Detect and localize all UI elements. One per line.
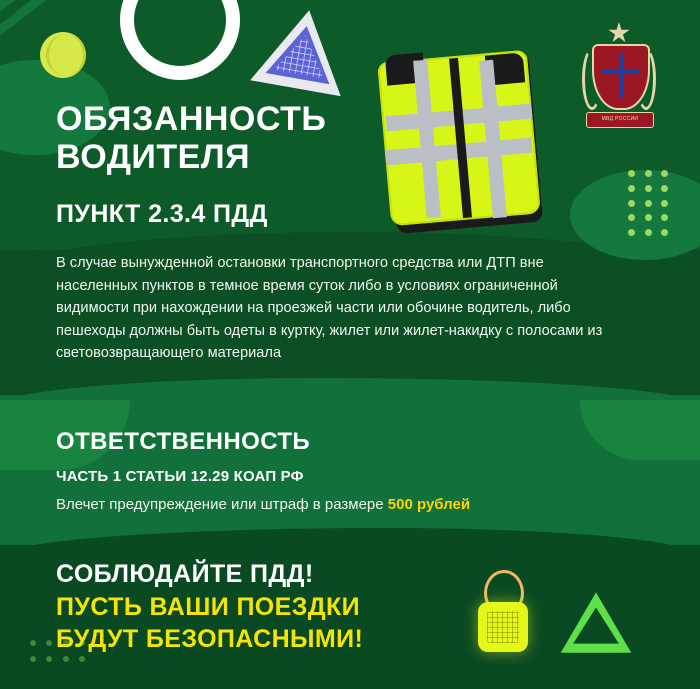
- emblem-star-icon: [608, 22, 630, 44]
- responsibility-article: ЧАСТЬ 1 СТАТЬИ 12.29 КОАП РФ: [56, 468, 304, 485]
- cta-line-2: ПУСТЬ ВАШИ ПОЕЗДКИ: [56, 592, 361, 621]
- responsibility-title: ОТВЕТСТВЕННОСТЬ: [56, 428, 311, 455]
- call-to-action: [56, 558, 363, 656]
- responsibility-penalty: [56, 496, 470, 513]
- emblem-ribbon-label: МВД РОССИИ: [601, 116, 639, 122]
- penalty-prefix-text: Влечет предупреждение или штраф в размере: [56, 496, 388, 513]
- decorative-dot-grid-bottom: [30, 640, 90, 666]
- mvd-emblem-icon: [580, 22, 658, 130]
- reflective-triangle-icon: [252, 6, 352, 96]
- rule-body-text: В случае вынужденной остановки транспортного средства или ДТП вне населенных пунктов в темное время суток либо в условиях ограниченной видимости при нахождении на проезжей части или обочине водитель, либо пешеходы должны быть одеты в куртку, жилет или жилет-накидку с полосами из световозвращающего материала: [56, 255, 603, 362]
- page-title: ОБЯЗАННОСТЬ ВОДИТЕЛЯ: [56, 100, 327, 177]
- tennis-ball-icon: [40, 32, 86, 78]
- emblem-ribbon: [586, 112, 654, 128]
- rule-subtitle: ПУНКТ 2.3.4 ПДД: [56, 200, 268, 228]
- reflective-keychain-icon: [470, 570, 536, 660]
- reflective-triangle-glow-icon: [556, 588, 636, 660]
- decorative-dot-grid: [628, 170, 674, 240]
- penalty-amount-text: 500 рублей: [387, 496, 471, 513]
- cta-line-1: СОБЛЮДАЙТЕ ПДД!: [56, 560, 314, 588]
- safety-vest-illustration: [368, 52, 558, 242]
- cta-line-3: БУДУТ БЕЗОПАСНЫМИ!: [56, 625, 364, 653]
